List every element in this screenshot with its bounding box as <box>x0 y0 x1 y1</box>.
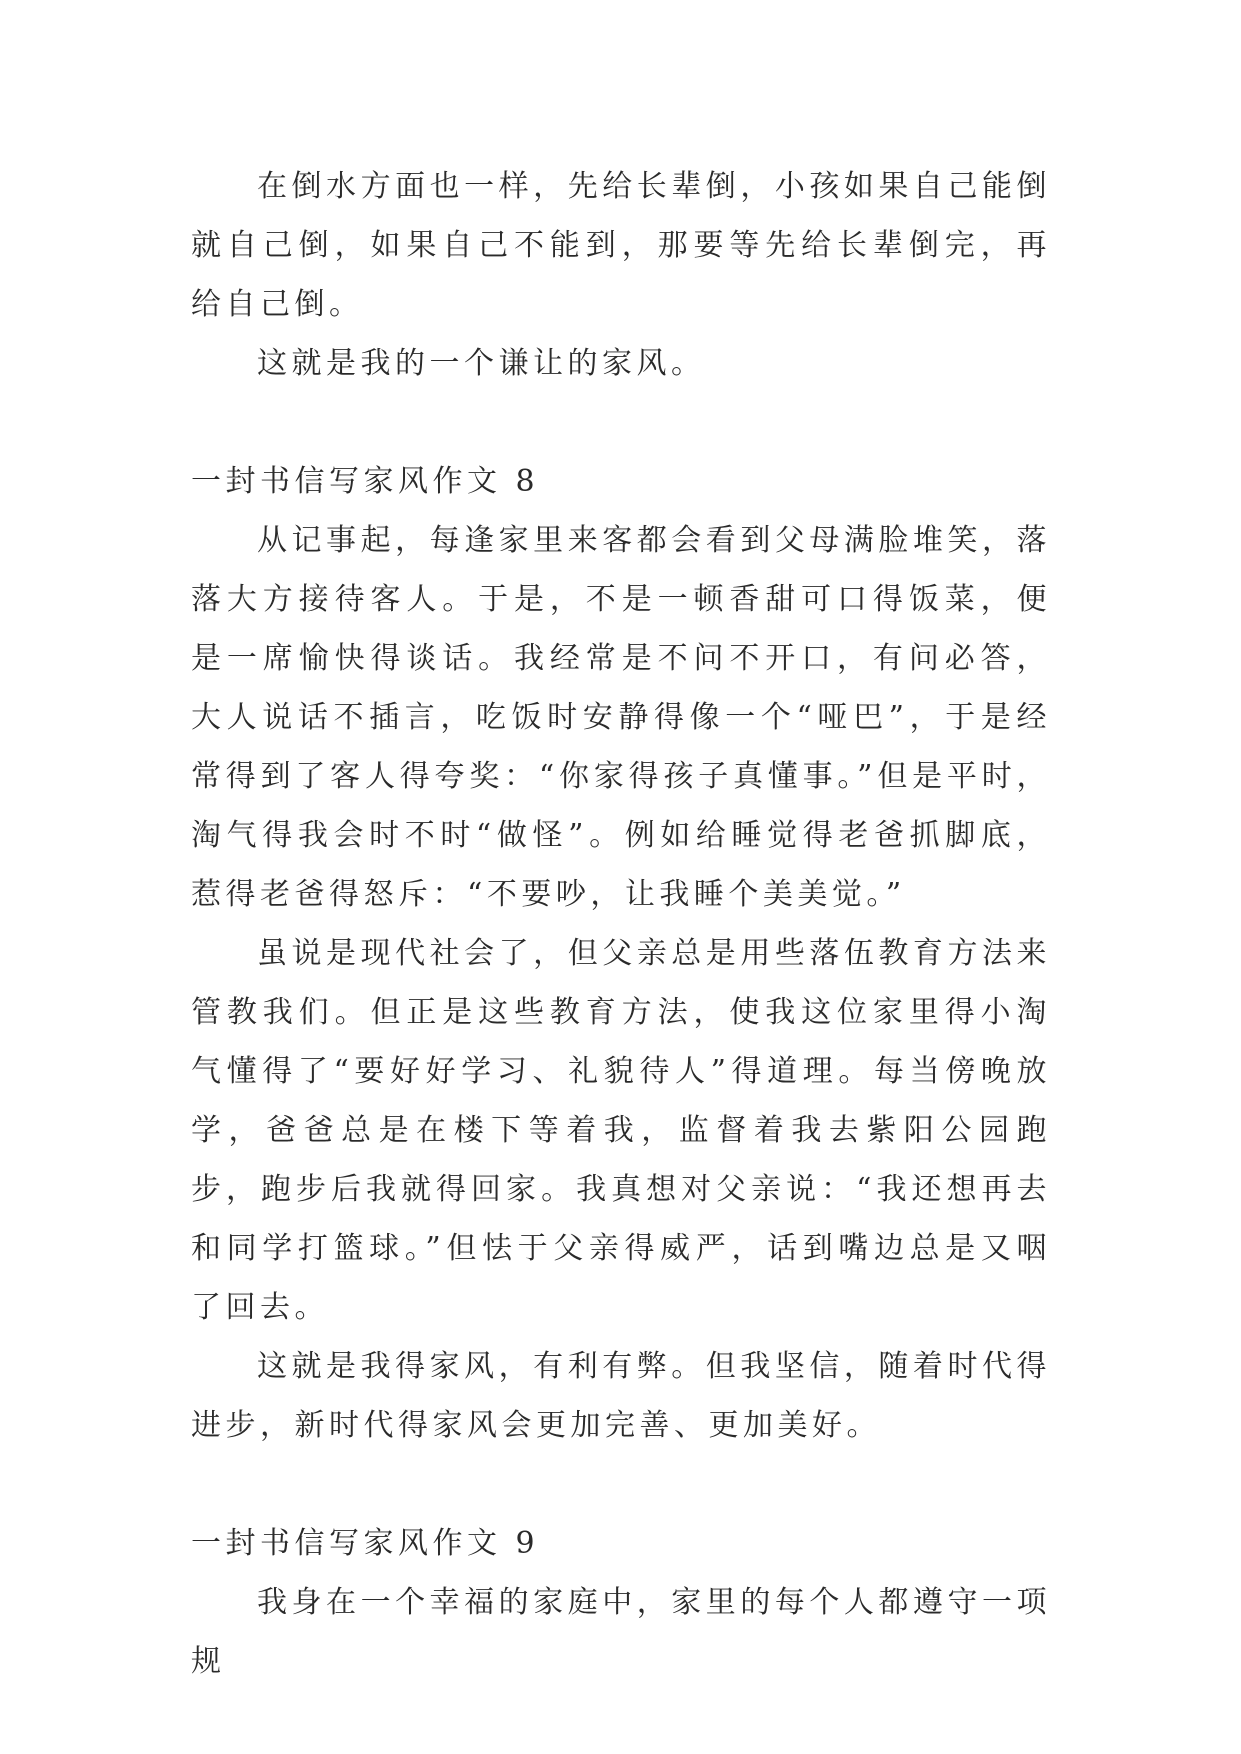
section-gap <box>191 1455 1051 1514</box>
section-heading-9: 一封书信写家风作文 9 <box>191 1526 540 1561</box>
section-heading-8: 一封书信写家风作文 8 <box>191 464 540 499</box>
paragraph: 从记事起，每逢家里来客都会看到父母满脸堆笑，落落大方接待客人。于是，不是一顿香甜可口得饭菜，便是一席愉快得谈话。我经常是不问不开口，有问必答，大人说话不插言，吃饭时安静得像一个“哑巴”，于是经常得到了客人得夸奖：“你家得孩子真懂事。”但是平时，淘气得我会时不时“做怪”。例如给睡觉得老爸抓脚底，惹得老爸得怒斥：“不要吵，让我睡个美美觉。” <box>191 523 1051 912</box>
section-gap <box>191 393 1051 452</box>
document-body <box>191 157 1051 1691</box>
paragraph: 虽说是现代社会了，但父亲总是用些落伍教育方法来管教我们。但正是这些教育方法，使我这位家里得小淘气懂得了“要好好学习、礼貌待人”得道理。每当傍晚放学，爸爸总是在楼下等着我，监督着我去紫阳公园跑步，跑步后我就得回家。我真想对父亲说：“我还想再去和同学打篮球。”但怯于父亲得威严，话到嘴边总是又咽了回去。 <box>191 936 1051 1325</box>
paragraph: 在倒水方面也一样，先给长辈倒，小孩如果自己能倒就自己倒，如果自己不能到，那要等先给长辈倒完，再给自己倒。 <box>191 169 1051 322</box>
paragraph: 我身在一个幸福的家庭中，家里的每个人都遵守一项规 <box>191 1585 1051 1679</box>
paragraph: 这就是我得家风，有利有弊。但我坚信，随着时代得进步，新时代得家风会更加完善、更加美好。 <box>191 1349 1051 1443</box>
paragraph: 这就是我的一个谦让的家风。 <box>257 346 706 381</box>
